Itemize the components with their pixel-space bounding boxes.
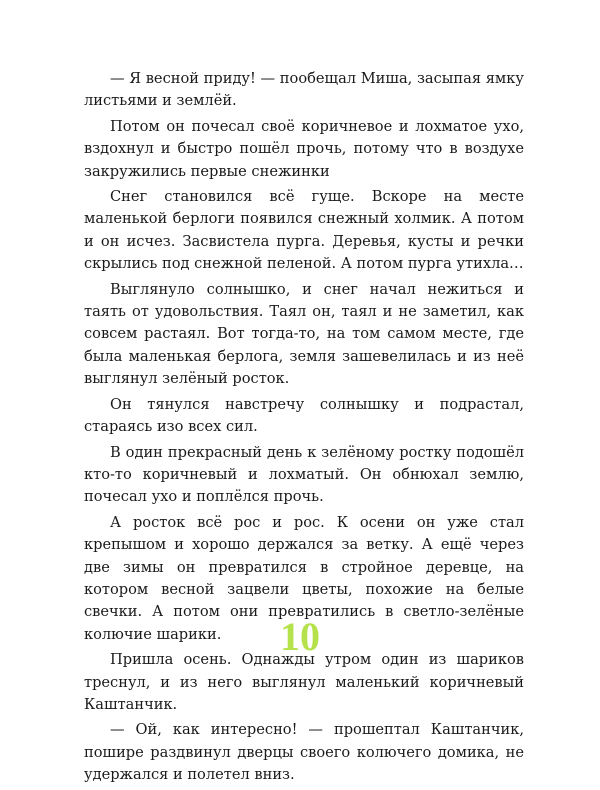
paragraph: Снег становился всё гуще. Вскоре на месте маленькой берлоги появился снежный холмик. А потом и он исчез. Засвистела пурга. Деревья, кусты и речки скрылись под снежной пеленой. А потом пурга утихла… bbox=[84, 188, 524, 273]
paragraph: Потом он почесал своё коричневое и лохматое ухо, вздохнул и быстро пошёл прочь, потому что в воздухе закружились первые снежинки bbox=[84, 117, 524, 180]
paragraph: А росток всё рос и рос. К осени он уже стал крепышом и хорошо держался за ветку. А ещё через две зимы он превратился в стройное деревце, на котором весной зацвели цветы, похожие на белые свечки. А потом они превратились в светло-зелёные колючие шарики. bbox=[84, 513, 524, 643]
paragraph: — Ой, как интересно! — прошептал Каштанчик, пошире раздвинул дверцы своего колючего домика, не удержался и полетел вниз. bbox=[84, 721, 524, 784]
paragraph: Пришла осень. Однажды утром один из шариков треснул, и из него выглянул маленький коричневый Каштанчик. bbox=[84, 651, 524, 713]
page-number: 10 bbox=[280, 614, 320, 659]
paragraph: В один прекрасный день к зелёному ростку подошёл кто-то коричневый и лохматый. Он обнюхал землю, почесал ухо и поплёлся прочь. bbox=[84, 443, 524, 506]
story-text bbox=[84, 68, 524, 790]
paragraph: — Я весной приду! — пообещал Миша, засыпая ямку листьями и землёй. bbox=[84, 70, 524, 110]
paragraph: Выглянуло солнышко, и снег начал нежиться и таять от удовольствия. Таял он, таял и не заметил, как совсем растаял. Вот тогда-то, на том самом месте, где была маленькая берлога, земля зашевелилась и из неё выглянул зелёный росток. bbox=[84, 280, 524, 388]
paragraph: Он тянулся навстречу солнышку и подрастал, стараясь изо всех сил. bbox=[84, 395, 524, 436]
